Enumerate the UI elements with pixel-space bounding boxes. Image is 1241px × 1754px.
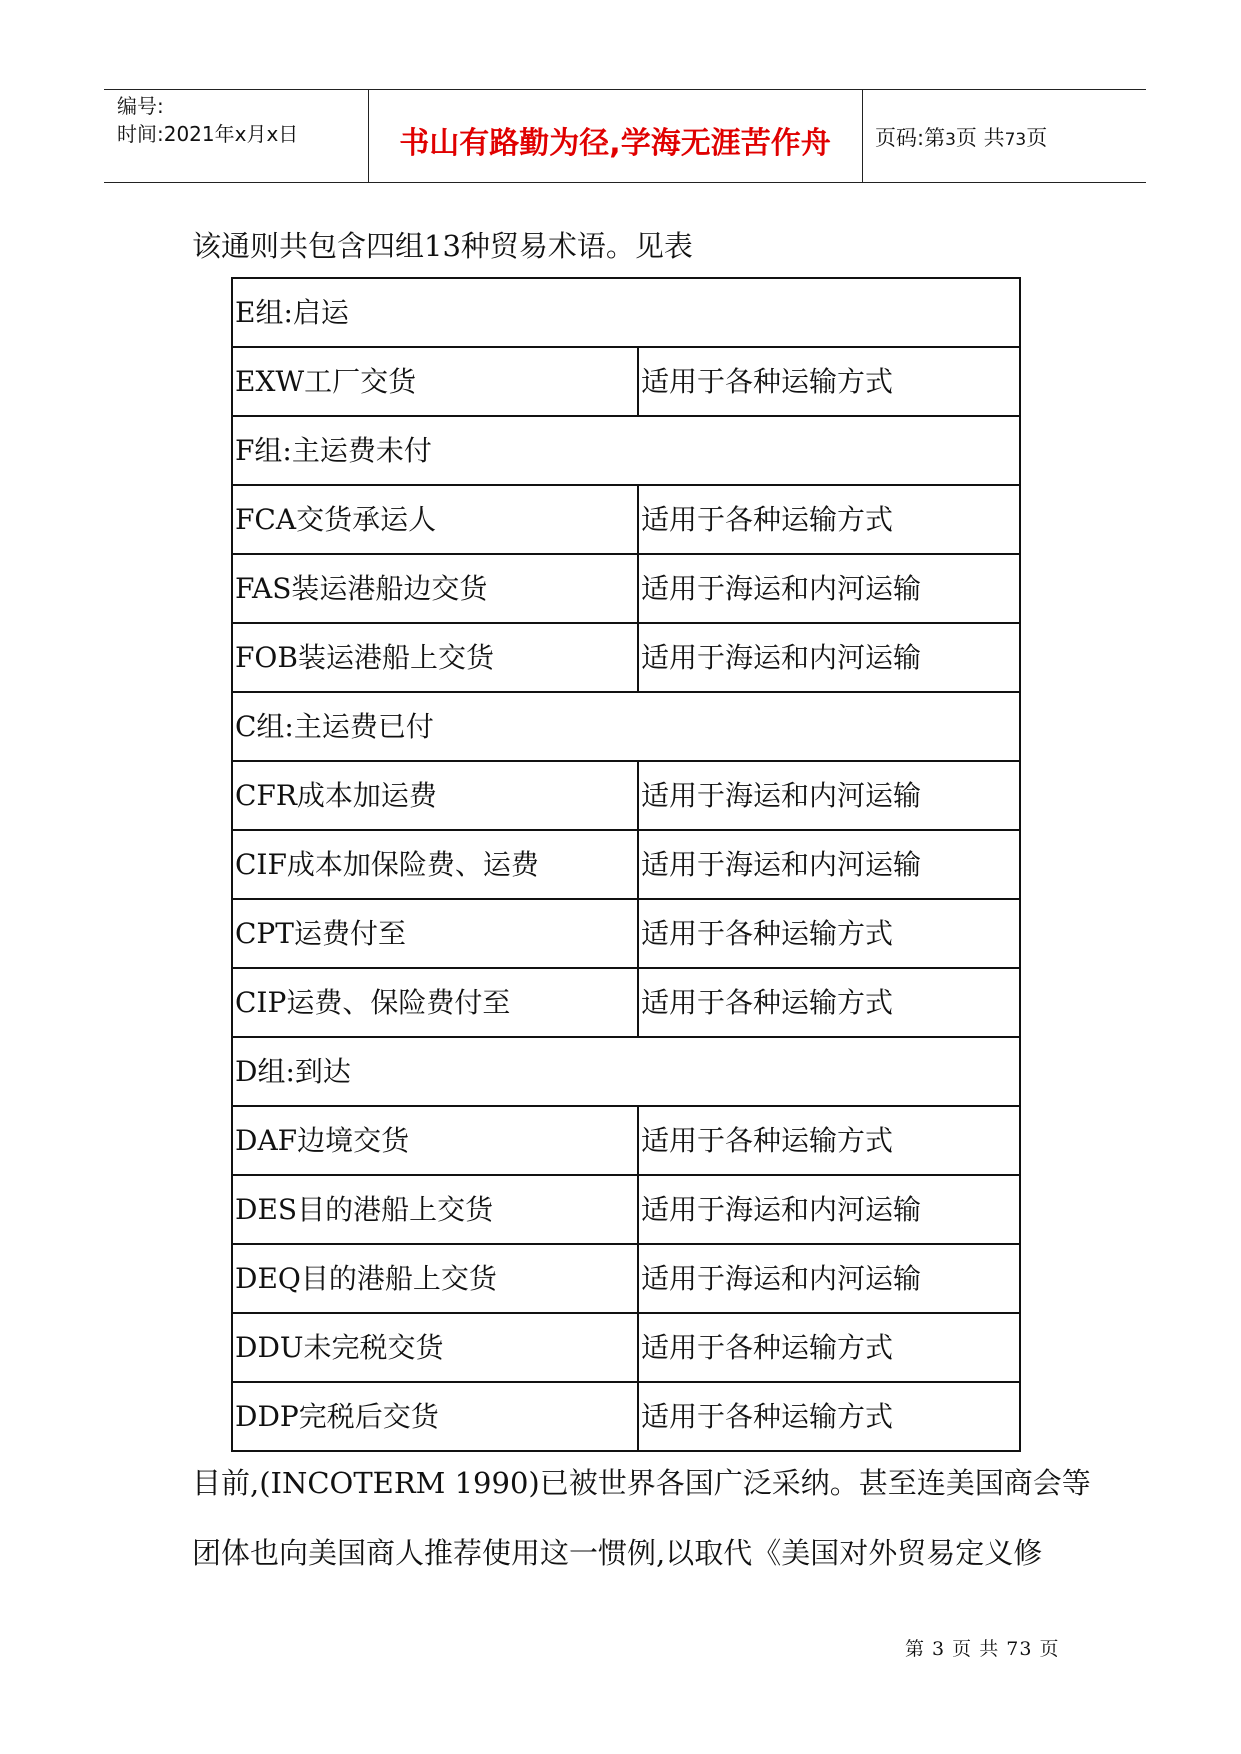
table-row	[232, 1244, 1020, 1313]
paragraph-line-1: 目前,(INCOTERM 1990)已被世界各国广泛采纳。甚至连美国商会等	[192, 1466, 1091, 1500]
scope-cell: 适用于海运和内河运输	[638, 554, 1020, 623]
table-row	[232, 830, 1020, 899]
trade-terms-table	[231, 277, 1021, 1452]
table-row	[232, 968, 1020, 1037]
table-row	[232, 485, 1020, 554]
table-row	[232, 1106, 1020, 1175]
group-heading-cell: E组:启运	[232, 278, 1020, 347]
table-group-row	[232, 278, 1020, 347]
group-heading-cell: F组:主运费未付	[232, 416, 1020, 485]
group-heading-cell: C组:主运费已付	[232, 692, 1020, 761]
document-number-label: 编号:	[117, 94, 164, 118]
header-bottom-rule	[104, 182, 1146, 183]
table-group-row	[232, 416, 1020, 485]
page-number: 3	[945, 130, 956, 150]
page-mid: 页 共	[955, 126, 1005, 150]
page-footer: 第 3 页 共 73 页	[905, 1638, 1060, 1660]
scope-cell: 适用于海运和内河运输	[638, 830, 1020, 899]
trade-terms-table-body	[232, 278, 1020, 1451]
table-group-row	[232, 1037, 1020, 1106]
table-row	[232, 899, 1020, 968]
table-row	[232, 1382, 1020, 1451]
document-time-label: 时间:2021年x月x日	[117, 122, 299, 146]
page-prefix: 页码:第	[875, 126, 946, 150]
scope-cell: 适用于各种运输方式	[638, 485, 1020, 554]
table-row	[232, 761, 1020, 830]
term-cell: CPT运费付至	[232, 899, 638, 968]
header-motto: 书山有路勤为径,学海无涯苦作舟	[399, 126, 831, 161]
term-cell: CIP运费、保险费付至	[232, 968, 638, 1037]
term-cell: DDP完税后交货	[232, 1382, 638, 1451]
term-cell: CFR成本加运费	[232, 761, 638, 830]
term-cell: DAF边境交货	[232, 1106, 638, 1175]
header-top-rule	[104, 89, 1146, 90]
term-cell: DDU未完税交货	[232, 1313, 638, 1382]
table-row	[232, 1175, 1020, 1244]
scope-cell: 适用于各种运输方式	[638, 1382, 1020, 1451]
header-meta	[117, 92, 298, 148]
scope-cell: 适用于各种运输方式	[638, 1106, 1020, 1175]
table-group-row	[232, 692, 1020, 761]
table-row	[232, 623, 1020, 692]
table-row	[232, 1313, 1020, 1382]
intro-text: 该通则共包含四组13种贸易术语。见表	[192, 229, 693, 263]
scope-cell: 适用于海运和内河运输	[638, 1244, 1020, 1313]
header-divider-right	[862, 89, 863, 182]
scope-cell: 适用于各种运输方式	[638, 347, 1020, 416]
scope-cell: 适用于海运和内河运输	[638, 1175, 1020, 1244]
header-page-indicator	[875, 122, 1047, 152]
table-row	[232, 554, 1020, 623]
term-cell: CIF成本加保险费、运费	[232, 830, 638, 899]
term-cell: DEQ目的港船上交货	[232, 1244, 638, 1313]
table-row	[232, 347, 1020, 416]
scope-cell: 适用于海运和内河运输	[638, 761, 1020, 830]
scope-cell: 适用于各种运输方式	[638, 968, 1020, 1037]
term-cell: FAS装运港船边交货	[232, 554, 638, 623]
page-suffix: 页	[1026, 126, 1048, 150]
term-cell: DES目的港船上交货	[232, 1175, 638, 1244]
scope-cell: 适用于各种运输方式	[638, 1313, 1020, 1382]
scope-cell: 适用于各种运输方式	[638, 899, 1020, 968]
paragraph-line-2: 团体也向美国商人推荐使用这一惯例,以取代《美国对外贸易定义修	[192, 1536, 1043, 1570]
term-cell: FCA交货承运人	[232, 485, 638, 554]
term-cell: EXW工厂交货	[232, 347, 638, 416]
scope-cell: 适用于海运和内河运输	[638, 623, 1020, 692]
page-total: 73	[1004, 130, 1027, 150]
group-heading-cell: D组:到达	[232, 1037, 1020, 1106]
term-cell: FOB装运港船上交货	[232, 623, 638, 692]
